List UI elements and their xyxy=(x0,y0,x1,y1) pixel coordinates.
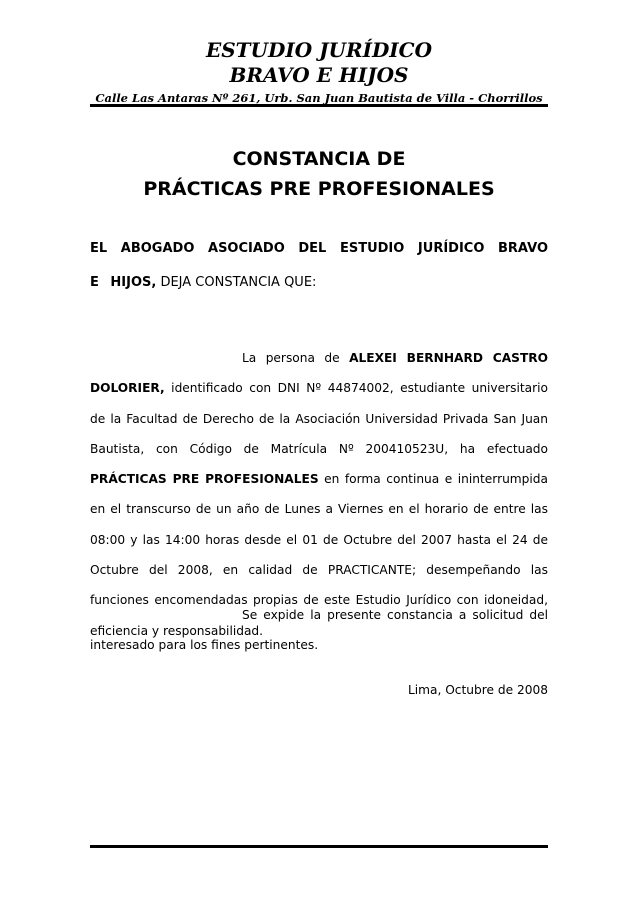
p1-middle: identificado con DNI Nº 44874002, estudiante universitario de la Facultad de Derecho de la Asociación Universidad Privada San Juan Bautista, con Código de Matrícula Nº 200410523U, ha efectuado xyxy=(90,381,548,456)
document-title xyxy=(60,144,578,204)
footer-divider xyxy=(90,845,548,848)
intro-statement xyxy=(90,232,548,300)
p2-text: Se expide la presente constancia a solicitud del interesado para los fines pertinentes. xyxy=(90,608,548,653)
firm-address: Calle Las Antaras Nº 261, Urb. San Juan Bautista de Villa - Chorrillos xyxy=(95,91,543,105)
place-date: Lima, Octubre de 2008 xyxy=(407,683,548,697)
intro-text: DEJA CONSTANCIA QUE: xyxy=(156,275,317,290)
document-title-line-2: PRÁCTICAS PRE PROFESIONALES xyxy=(143,178,495,200)
letterhead xyxy=(90,38,548,107)
intro-bold-text: EL ABOGADO ASOCIADO DEL ESTUDIO JURÍDICO BRAVO E HIJOS, xyxy=(90,241,548,290)
body-paragraph-2 xyxy=(90,600,548,661)
document-title-line-1: CONSTANCIA DE xyxy=(232,148,406,170)
header-divider xyxy=(90,104,548,107)
student-name: ALEXEI BERNHARD CASTRO DOLORIER, xyxy=(90,351,549,396)
firm-name-line-1: ESTUDIO JURÍDICO xyxy=(205,38,432,62)
p1-lead: La persona de xyxy=(242,351,350,365)
firm-name-line-2: BRAVO E HIJOS xyxy=(229,63,409,87)
p1-end: en forma continua e ininterrumpida en el transcurso de un año de Lunes a Viernes en el horario de entre las 08:00 y las 14:00 horas desde el 01 de Octubre del 2007 hasta el 24 de Octubre del 2008, en calidad de PRACTICANTE; desempeñando las funciones encomendadas propias de este Estudio Jurídico con idoneidad, eficiencia y responsabilidad. xyxy=(90,472,549,638)
practice-type: PRÁCTICAS PRE PROFESIONALES xyxy=(90,472,319,487)
